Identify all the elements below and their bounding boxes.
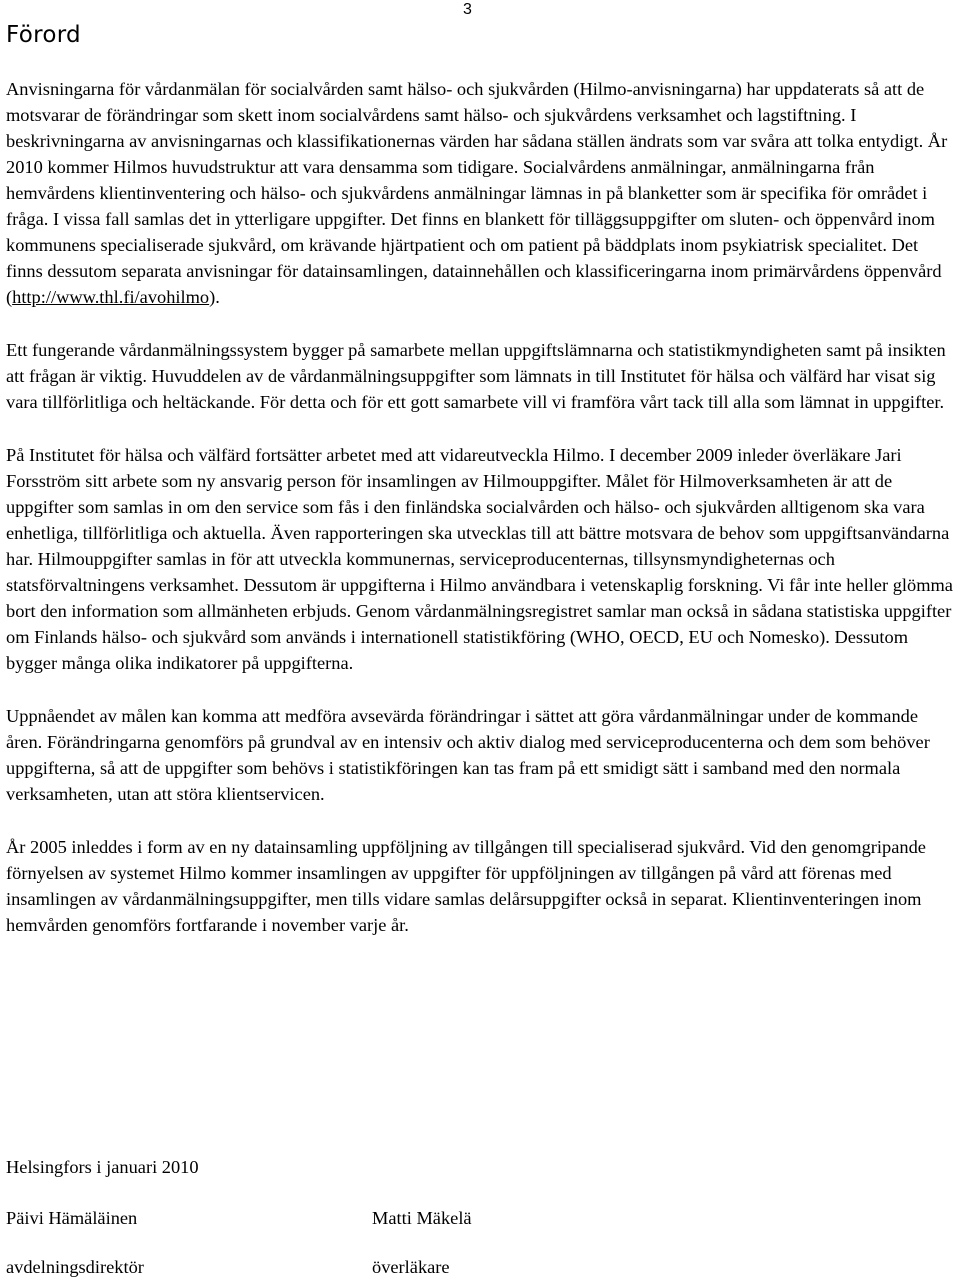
paragraph-5: År 2005 inleddes i form av en ny datainsamling uppföljning av tillgången till specialiserad sjukvård. Vid den genomgripande förnyelsen av systemet Hilmo kommer insamlingen av uppgifter för uppföljningen av tillgången på vård att förenas med insamlingen av vårdanmälningsuppgifter, men tills vidare samlas delårsuppgifter också in separat. Klientinventeringen inom hemvården genomförs fortfarande i november varje år. <box>6 837 926 935</box>
paragraph-4: Uppnåendet av målen kan komma att medföra avsevärda förändringar i sättet att göra vårdanmälningar under de kommande åren. Förändringarna genomförs på grundval av en intensiv och aktiv dialog med serviceproducenterna och dem som behöver uppgifterna, så att de uppgifter som behövs i statistikföringen kan tas fram på ett smidigt sätt i samband med den normala verksamheten, utan att störa klientservicen. <box>6 706 930 804</box>
paragraph-3: På Institutet för hälsa och välfärd fortsätter arbetet med att vidareutveckla Hilmo. I december 2009 inleder överläkare Jari Forsström sitt arbete som ny ansvarig person för insamlingen av Hilmouppgifter. Målet för Hilmoverksamheten är att de uppgifter som samlas in om den service som fås i den finländska socialvården och hälso- och sjukvården alltigenom ska vara enhetliga, tillförlitliga och aktuella. Även rapporteringen ska utvecklas till att bättre motsvara de behov som uppgiftsanvändarna har. Hilmouppgifter samlas in för att utveckla kommunernas, serviceproducenternas, tillsynsmyndigheternas och statsförvaltningens verksamhet. Dessutom är uppgifterna i Hilmo användbara i vetenskaplig forskning. Vi får inte heller glömma bort den information som allmänheten erbjuds. Genom vårdanmälningsregistret samlar man också in sådana statistiska uppgifter om Finlands hälso- och sjukvård som används i internationell statistikföring (WHO, OECD, EU och Nomesko). Dessutom bygger många olika indikatorer på uppgifterna. <box>6 445 953 673</box>
signatory-right-name: Matti Mäkelä <box>372 1208 472 1228</box>
avohilmo-link[interactable]: http://www.thl.fi/avohilmo <box>12 287 210 307</box>
page-title: Förord <box>6 22 81 48</box>
paragraph-1-end: ). <box>209 287 220 307</box>
signatory-left-name: Päivi Hämäläinen <box>6 1208 138 1228</box>
place-date: Helsingfors i januari 2010 <box>6 1157 199 1177</box>
signatory-right-title: överläkare <box>372 1257 450 1277</box>
body-text <box>6 76 954 965</box>
paragraph-2: Ett fungerande vårdanmälningssystem bygger på samarbete mellan uppgiftslämnarna och statistikmyndigheten samt på insikten att frågan är viktig. Huvuddelen av de vårdanmälningsuppgifter som lämnats in till Institutet för hälsa och välfärd har visat sig vara tillförlitliga och heltäckande. För detta och för ett gott samarbete vill vi framföra vårt tack till alla som lämnat in uppgifter. <box>6 340 946 412</box>
paragraph-1 <box>6 76 954 310</box>
page-number: 3 <box>463 1 472 18</box>
paragraph-1-text: Anvisningarna för vårdanmälan för socialvården samt hälso- och sjukvården (Hilmo-anvisningarna) har uppdaterats så att de motsvarar de förändringar som skett inom socialvårdens samt hälso- och sjukvårdens verksamhet och lagstiftning. I beskrivningarna av anvisningarnas och klassifikationernas värden har sådana ställen ändrats som var svåra att tolka entydigt. År 2010 kommer Hilmos huvudstruktur att vara densamma som tidigare. Socialvårdens anmälningar, anmälningarna från hemvårdens klientinventering och hälso- och sjukvårdens anmälningar lämnas in på blanketter som är specifika för området i fråga. I vissa fall samlas det in ytterligare uppgifter. Det finns en blankett för tilläggsuppgifter om sluten- och öppenvård inom kommunens specialiserade sjukvård, om krävande hjärtpatient och om patient på bäddplats inom psykiatrisk specialitet. Det finns dessutom separata anvisningar för datainsamlingen, datainnehållen och klassificeringarna inom primärvårdens öppenvård ( <box>6 79 948 307</box>
signatory-left-title: avdelningsdirektör <box>6 1257 144 1277</box>
